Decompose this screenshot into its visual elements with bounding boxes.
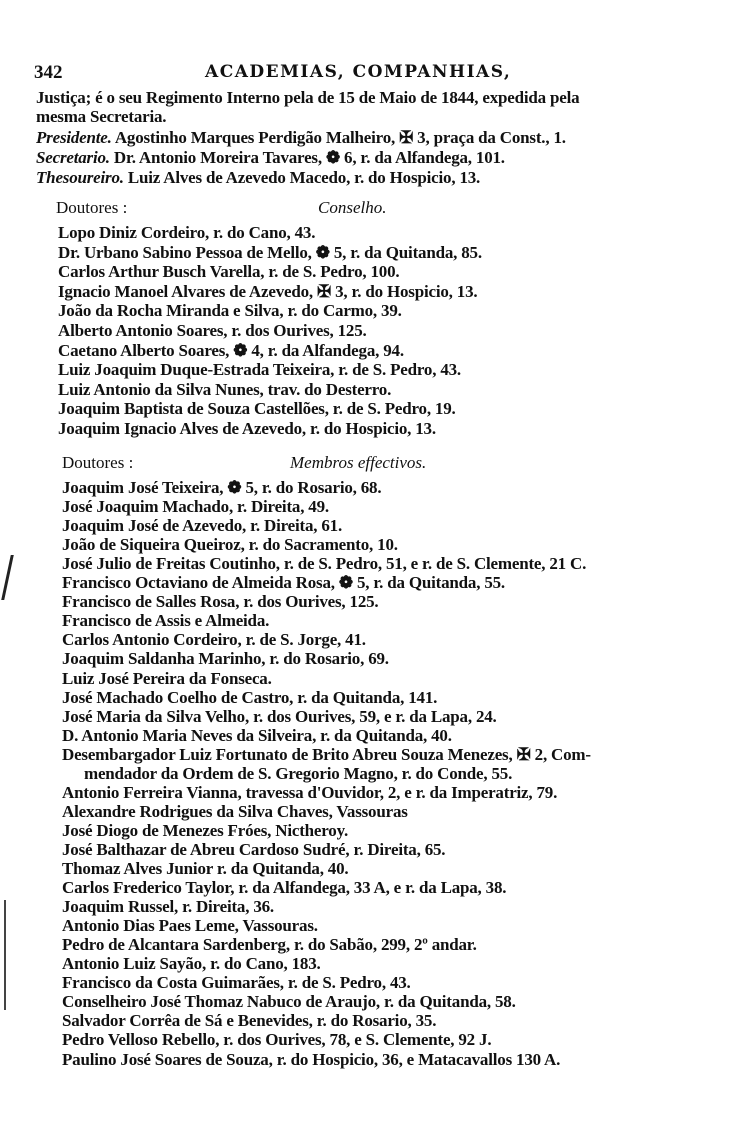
list-item: Paulino José Soares de Souza, r. do Hospicio, 36, e Matacavallos 130 A. [62,1049,561,1069]
list-item: José Maria da Silva Velho, r. dos Ourives, 59, e r. da Lapa, 24. [62,706,497,726]
list-item: Joaquim Baptista de Souza Castellões, r. de S. Pedro, 19. [58,399,456,419]
list-item: João de Siqueira Queiroz, r. do Sacramento, 10. [62,535,398,555]
list-item: José Balthazar de Abreu Cardoso Sudré, r. Direita, 65. [62,839,446,859]
list-item: Thomaz Alves Junior r. da Quitanda, 40. [62,859,349,878]
officer-entry [36,128,566,148]
list-item: Antonio Ferreira Vianna, travessa d'Ouvidor, 2, e r. da Imperatriz, 79. [62,782,558,802]
list-item: Carlos Arthur Busch Varella, r. de S. Pedro, 100. [58,262,400,282]
list-item: D. Antonio Maria Neves da Silveira, r. da Quitanda, 40. [62,725,452,745]
list-item: Joaquim Ignacio Alves de Azevedo, r. do Hospicio, 13. [58,419,436,438]
margin-mark [4,900,6,1010]
list-item: Carlos Frederico Taylor, r. da Alfandega, 33 A, e r. da Lapa, 38. [62,878,507,898]
list-item: Joaquim Russel, r. Direita, 36. [62,897,274,917]
list-item: Francisco Octaviano de Almeida Rosa, ❁ 5, r. da Quitanda, 55. [62,573,505,593]
list-item: Carlos Antonio Cordeiro, r. de S. Jorge, 41. [62,630,366,650]
officer-details: Luiz Alves de Azevedo Macedo, r. do Hospicio, 13. [123,168,481,187]
intro-line: mesma Secretaria. [36,107,167,126]
list-item: Conselheiro José Thomaz Nabuco de Araujo, r. da Quitanda, 58. [62,992,516,1012]
list-item: Joaquim José de Azevedo, r. Direita, 61. [62,516,343,536]
officer-details: Agostinho Marques Perdigão Malheiro, ✠ 3, praça da Const., 1. [111,128,566,147]
list-item: Alberto Antonio Soares, r. dos Ourives, 125. [58,321,367,340]
list-item: José Joaquim Machado, r. Direita, 49. [62,497,329,517]
list-item: Ignacio Manoel Alvares de Azevedo, ✠ 3, r. do Hospicio, 13. [58,281,478,301]
officer-role: Secretario. [36,148,110,167]
list-item: Luiz Antonio da Silva Nunes, trav. do Desterro. [58,379,392,399]
list-item: Pedro de Alcantara Sardenberg, r. do Sabão, 299, 2º andar. [62,935,477,955]
list-item: Luiz Joaquim Duque-Estrada Teixeira, r. de S. Pedro, 43. [58,360,461,380]
list-item: Luiz José Pereira da Fonseca. [62,668,272,688]
list-item: José Machado Coelho de Castro, r. da Quitanda, 141. [62,687,438,707]
running-title: ACADEMIAS, COMPANHIAS, [205,62,512,82]
section-label: Doutores : [56,198,128,217]
list-item: Antonio Luiz Sayão, r. do Cano, 183. [62,954,321,974]
page-number: 342 [34,62,63,83]
margin-mark [1,555,14,600]
officer-role: Thesoureiro. [36,168,124,187]
list-item: Joaquim Saldanha Marinho, r. do Rosario, 69. [62,649,389,669]
section-heading-membros: Membros effectivos. [290,453,427,472]
list-item: Salvador Corrêa de Sá e Benevides, r. do Rosario, 35. [62,1011,437,1031]
list-item: João da Rocha Miranda e Silva, r. do Carmo, 39. [58,301,402,321]
list-item: Francisco de Assis e Almeida. [62,611,270,631]
officer-entry [36,148,505,168]
officer-role: Presidente. [36,128,112,147]
list-item: Lopo Diniz Cordeiro, r. do Cano, 43. [58,223,316,242]
section-label: Doutores : [62,453,134,472]
officer-details: Dr. Antonio Moreira Tavares, ❁ 6, r. da Alfandega, 101. [109,148,505,167]
list-item: José Diogo de Menezes Fróes, Nictheroy. [62,820,349,840]
list-item: Alexandre Rodrigues da Silva Chaves, Vassouras [62,801,408,821]
section-heading-conselho: Conselho. [318,198,387,217]
list-item: mendador da Ordem de S. Gregorio Magno, r. do Conde, 55. [84,763,513,783]
list-item: Francisco de Salles Rosa, r. dos Ourives, 125. [62,592,379,612]
list-item: Dr. Urbano Sabino Pessoa de Mello, ❁ 5, r. da Quitanda, 85. [58,242,482,262]
officer-entry [36,168,480,188]
list-item: Antonio Dias Paes Leme, Vassouras. [62,916,318,936]
list-item: Desembargador Luiz Fortunato de Brito Abreu Souza Menezes, ✠ 2, Com- [62,744,591,764]
intro-line: Justiça; é o seu Regimento Interno pela de 15 de Maio de 1844, expedida pela [36,88,580,107]
list-item: José Julio de Freitas Coutinho, r. de S. Pedro, 51, e r. de S. Clemente, 21 C. [62,554,587,574]
list-item: Caetano Alberto Soares, ❁ 4, r. da Alfandega, 94. [58,340,404,360]
list-item: Francisco da Costa Guimarães, r. de S. Pedro, 43. [62,973,411,993]
list-item: Pedro Velloso Rebello, r. dos Ourives, 78, e S. Clemente, 92 J. [62,1030,492,1050]
list-item: Joaquim José Teixeira, ❁ 5, r. do Rosario, 68. [62,478,382,497]
